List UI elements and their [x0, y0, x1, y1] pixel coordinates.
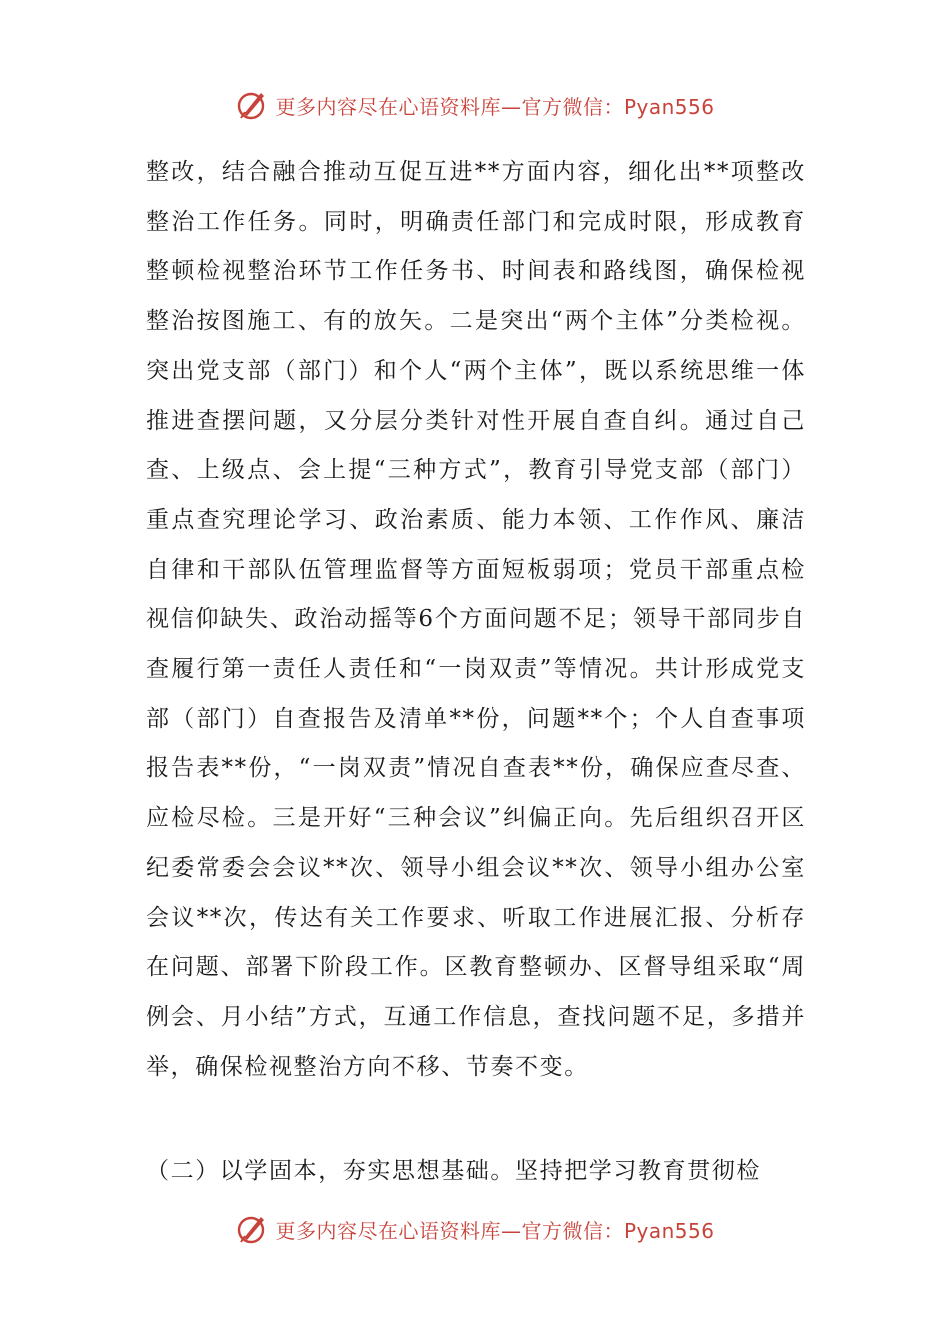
section-heading: （二）以学固本，夯实思想基础。坚持把学习教育贯彻检: [146, 1158, 761, 1184]
watermark-banner-bottom: [0, 1204, 950, 1254]
quill-pen-logo-icon: [235, 1212, 269, 1246]
quill-pen-logo-icon: [235, 88, 269, 122]
body-paragraph: 整改，结合融合推动互促互进**方面内容，细化出**项整改整治工作任务。同时，明确责任部门和完成时限，形成教育整顿检视整治环节工作任务书、时间表和路线图，确保检视整治按图施工、有的放矢。二是突出“两个主体”分类检视。突出党支部（部门）和个人“两个主体”，既以系统思维一体推进查摆问题，又分层分类针对性开展自查自纠。通过自己查、上级点、会上提“三种方式”，教育引导党支部（部门）重点查究理论学习、政治素质、能力本领、工作作风、廉洁自律和干部队伍管理监督等方面短板弱项；党员干部重点检视信仰缺失、政治动摇等6个方面问题不足；领导干部同步自查履行第一责任人责任和“一岗双责”等情况。共计形成党支部（部门）自查报告及清单**份，问题**个；个人自查事项报告表**份，“一岗双责”情况自查表**份，确保应查尽查、应检尽检。三是开好“三种会议”纠偏正向。先后组织召开区纪委常委会会议**次、领导小组会议**次、领导小组办公室会议**次，传达有关工作要求、听取工作进展汇报、分析存在问题、部署下阶段工作。区教育整顿办、区督导组采取“周例会、月小结”方式，互通工作信息，查找问题不足，多措并举，确保检视整治方向不移、节奏不变。: [146, 159, 806, 1080]
watermark-text-bottom: 更多内容尽在心语资料库—官方微信：Pyan556: [275, 1218, 715, 1243]
watermark-text-top: 更多内容尽在心语资料库—官方微信：Pyan556: [275, 94, 715, 119]
watermark-banner-top: [0, 80, 950, 130]
document-body: [146, 148, 806, 1092]
